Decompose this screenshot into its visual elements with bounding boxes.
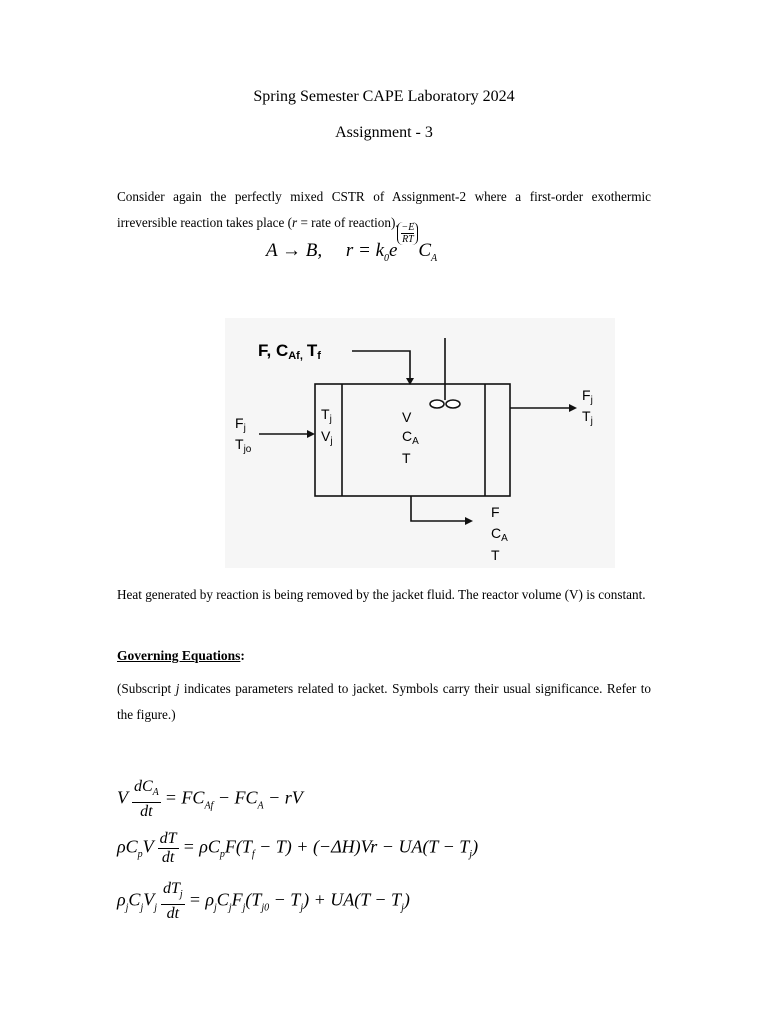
- eq1-numerator-subscript: A: [152, 787, 159, 799]
- jacket-outlet-flow-label: $F_j$: [582, 387, 593, 406]
- eq3-denominator: dt: [166, 905, 180, 923]
- eq2-rhs-sub-2: f: [251, 849, 255, 861]
- eq2-rhs-term-1: = ρC: [182, 836, 220, 857]
- heading-text: Governing Equations: [117, 648, 241, 663]
- eq3-rhs-sub-1: j: [213, 902, 217, 914]
- reactor-volume-label: V: [402, 409, 412, 425]
- eq3-rhs-term-4: (T: [245, 889, 262, 910]
- eq2-numerator: dT: [159, 830, 177, 847]
- eq2-lhs-1: ρC: [117, 836, 138, 857]
- eq3-numerator: dT: [163, 880, 180, 897]
- rate-expression-lhs: r = k: [345, 240, 385, 261]
- reactor-energy-balance-equation: [117, 830, 478, 867]
- eq3-rhs-term-7: ): [403, 889, 410, 910]
- eq3-rhs-sub-2: j: [228, 902, 232, 914]
- eq3-lhs-3: V: [143, 889, 155, 910]
- eq1-rhs-term-1: = FC: [164, 787, 205, 808]
- note-text-start: (Subscript: [117, 681, 176, 696]
- eq3-rhs-term-1: = ρ: [188, 889, 214, 910]
- eq3-numerator-subscript: j: [179, 889, 183, 901]
- eq3-lhs-1: ρ: [117, 889, 126, 910]
- feed-label: F, CAf, Tf: [258, 341, 321, 362]
- heat-removal-paragraph: Heat generated by reaction is being removed by the jacket fluid. The reactor volume (V) is constant.: [117, 587, 646, 602]
- intro-rate-symbol: r: [292, 215, 298, 230]
- exponent-denominator: RT: [402, 234, 414, 245]
- note-subscript-symbol: j: [175, 681, 180, 696]
- reactor-temp-label: T: [402, 450, 411, 466]
- eq3-lhs-sub-3: j: [154, 902, 157, 914]
- eq2-rhs-term-3: − T) + (−ΔH)Vr − UA(T − T: [254, 836, 470, 857]
- exponent-numerator: −E: [401, 222, 415, 233]
- eq1-rhs-sub-2: A: [257, 800, 264, 812]
- note-text-end: indicates parameters related to jacket. Symbols carry their usual significance. Refer to the figure.): [117, 681, 651, 722]
- eq3-lhs-sub-2: j: [140, 902, 144, 914]
- eq3-rhs-term-5: − T: [269, 889, 301, 910]
- jacket-outlet-temp-label: $T_j$: [582, 408, 593, 427]
- eq3-rhs-term-2: C: [216, 889, 229, 910]
- jacket-energy-balance-equation: [117, 880, 410, 923]
- reactor-concentration-label: $C_A$: [402, 428, 419, 447]
- exponent-fraction: [397, 222, 418, 245]
- eq3-rhs-sub-5: j: [300, 902, 304, 914]
- eq1-lhs: V: [117, 787, 128, 808]
- eq1-denominator: dt: [140, 803, 153, 821]
- eq3-lhs-sub-1: j: [125, 902, 129, 914]
- rate-constant-subscript: 0: [384, 252, 390, 264]
- outlet-concentration-label: $C_A$: [491, 525, 508, 544]
- eq2-rhs-sub-1: p: [219, 849, 225, 861]
- eq2-rhs-term-2: F(T: [224, 836, 252, 857]
- mass-balance-equation: [117, 778, 303, 821]
- eq3-derivative: [161, 880, 185, 923]
- eq1-rhs-term-3: − rV: [263, 787, 303, 808]
- reaction-rate-equation: [266, 222, 437, 264]
- eq2-rhs-sub-3: j: [469, 849, 473, 861]
- concentration-symbol: C: [418, 240, 432, 261]
- intro-text-end: = rate of reaction).: [297, 215, 399, 230]
- eq2-rhs-term-4: ): [472, 836, 479, 857]
- jacket-inlet-flow-label: $F_j$: [235, 415, 246, 434]
- intro-text-start: Consider again the perfectly mixed CSTR of Assignment-2 where a first-order exothermic irreversible reaction takes place (: [117, 189, 651, 230]
- outlet-flow-label: F: [491, 504, 500, 520]
- outlet-temp-label: T: [491, 547, 500, 563]
- eq3-rhs-sub-3: j: [242, 902, 246, 914]
- eq3-rhs-term-6: ) + UA(T − T: [303, 889, 402, 910]
- eq2-lhs-sub-1: p: [137, 849, 143, 861]
- jacket-inlet-temp-label: $T_{jo}$: [235, 436, 252, 455]
- subscript-note: [117, 676, 651, 728]
- eq2-lhs-2: V: [142, 836, 154, 857]
- eq1-rhs-sub-1: Af: [204, 800, 214, 812]
- heading-colon: :: [240, 648, 245, 663]
- exponential-base: e: [389, 240, 398, 261]
- eq1-derivative: [132, 778, 161, 821]
- governing-equations-heading: [117, 648, 245, 664]
- jacket-temp-label: $T_j$: [321, 406, 332, 425]
- cstr-diagram: [225, 318, 615, 568]
- eq1-numerator: dC: [134, 778, 153, 795]
- eq3-rhs-term-3: F: [231, 889, 243, 910]
- assignment-subtitle: Assignment - 3: [335, 124, 433, 141]
- eq3-rhs-sub-4: j0: [261, 902, 270, 914]
- eq3-lhs-2: C: [128, 889, 141, 910]
- page-title: Spring Semester CAPE Laboratory 2024: [253, 88, 515, 105]
- jacket-volume-label: $V_j$: [321, 428, 333, 447]
- eq1-rhs-term-2: − FC: [213, 787, 258, 808]
- eq2-denominator: dt: [161, 849, 175, 866]
- reaction-stoichiometry: A → B,: [266, 240, 323, 261]
- concentration-subscript: A: [431, 252, 438, 264]
- eq2-derivative: [158, 830, 179, 867]
- eq3-rhs-sub-6: j: [401, 902, 404, 914]
